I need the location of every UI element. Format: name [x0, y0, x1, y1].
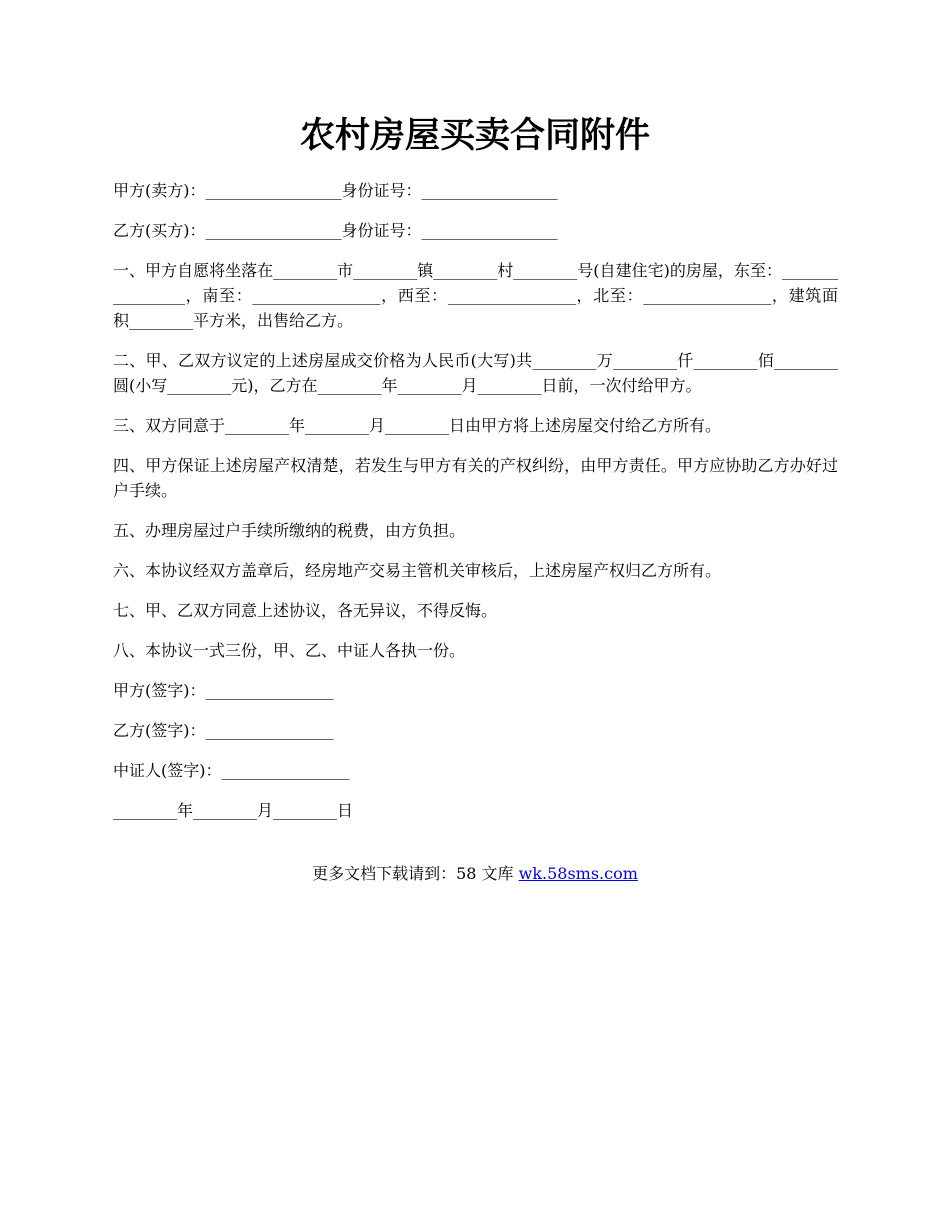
clause-3: 三、双方同意于________年________月________日由甲方将上述房屋交付给乙方所有。 [113, 416, 722, 435]
clause-6: 六、本协议经双方盖章后，经房地产交易主管机关审核后，上述房屋产权归乙方所有。 [113, 561, 722, 580]
clause-5: 五、办理房屋过户手续所缴纳的税费，由方负担。 [113, 521, 466, 540]
footer [0, 861, 950, 886]
document-body [113, 178, 838, 838]
party-b-signature: 乙方(签字)：________________ [113, 721, 334, 740]
clause-2: 二、甲、乙双方议定的上述房屋成交价格为人民币(大写)共________万________仟________佰________圆(小写________元)，乙方在________年________月________日前，一次付给甲方。 [113, 351, 838, 395]
clause-8: 八、本协议一式三份，甲、乙、中证人各执一份。 [113, 641, 466, 660]
clause-1: 一、甲方自愿将坐落在________市________镇________村________号(自建住宅)的房屋，东至：________________，南至：________________，西至：________________，北至：________________，建筑面积________平方米，出售给乙方。 [113, 261, 838, 330]
witness-signature: 中证人(签字)：________________ [113, 761, 350, 780]
clause-4: 四、甲方保证上述房屋产权清楚，若发生与甲方有关的产权纠纷，由甲方责任。甲方应协助乙方办好过户手续。 [113, 456, 838, 500]
party-a-line: 甲方(卖方)：_________________身份证号：_________________ [113, 181, 558, 200]
date-line: ________年________月________日 [113, 801, 354, 820]
party-b-line: 乙方(买方)：_________________身份证号：_________________ [113, 221, 558, 240]
party-a-signature: 甲方(签字)：________________ [113, 681, 334, 700]
clause-7: 七、甲、乙双方同意上述协议，各无异议，不得反悔。 [113, 601, 498, 620]
footer-text: 更多文档下载请到：58 文库 [312, 864, 519, 883]
document-title: 农村房屋买卖合同附件 [299, 115, 650, 156]
footer-link[interactable]: wk.58sms.com [518, 864, 638, 883]
